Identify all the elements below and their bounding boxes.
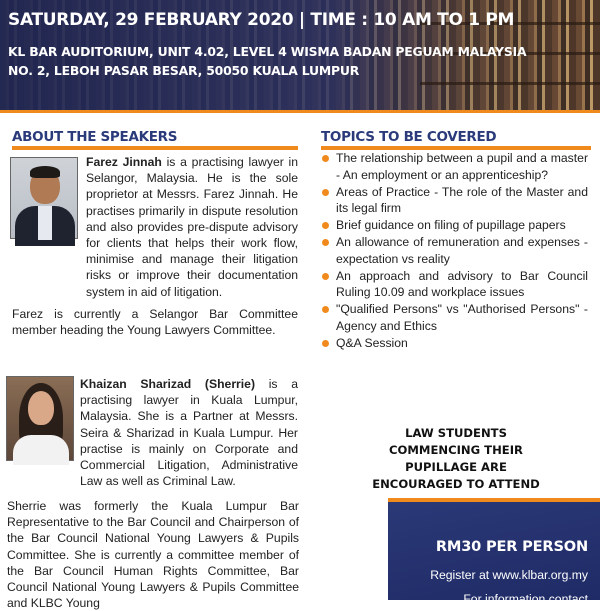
- law-students-callout: LAW STUDENTS COMMENCING THEIR PUPILLAGE ARE ENCOURAGED TO ATTEND: [372, 426, 540, 491]
- bullet-icon: [322, 273, 329, 280]
- event-date-time: SATURDAY, 29 FEBRUARY 2020 | TIME : 10 AM TO 1 PM: [8, 10, 515, 30]
- bullet-icon: [322, 155, 329, 162]
- speakers-heading: ABOUT THE SPEAKERS: [12, 129, 178, 145]
- farez-bio-top: [86, 154, 298, 300]
- topics-list: [320, 150, 588, 352]
- topic-item: Brief guidance on filing of pupillage papers: [320, 217, 588, 234]
- topic-item: Areas of Practice - The role of the Master and its legal firm: [320, 184, 588, 218]
- khaizan-bio: is a practising lawyer in Kuala Lumpur, Malaysia. She is a Partner at Messrs. Seira & Sharizad in Kuala Lumpur. Her practise is mainly on Corporate and Commercial Litigation, Administrative Law as well as Criminal Law.: [80, 377, 298, 489]
- contact-info: For information contact: [463, 592, 588, 606]
- bullet-icon: [322, 306, 329, 313]
- khaizan-bio-top: [80, 376, 298, 489]
- khaizan-background: Sherrie was formerly the Kuala Lumpur Bar Representative to the Bar Council and Chairperson of the Bar Council National Young Lawyers & Pupils Committee. She is currently a committee member of the Bar Council Human Rights Committee, Bar Council National Young Lawyers & Pupils Committee and KLBC Young: [7, 499, 299, 611]
- topic-item: "Qualified Persons" vs "Authorised Persons" - Agency and Ethics: [320, 301, 588, 335]
- topic-item: Q&A Session: [320, 335, 588, 352]
- topic-item: The relationship between a pupil and a master - An employment or an apprenticeship?: [320, 150, 588, 184]
- bullet-icon: [322, 189, 329, 196]
- khaizan-name: Khaizan Sharizad (Sherrie): [80, 377, 256, 391]
- farez-committee: Farez is currently a Selangor Bar Committee member heading the Young Lawyers Committee.: [12, 307, 298, 338]
- header-banner: [0, 0, 600, 110]
- bullet-icon: [322, 222, 329, 229]
- pricing-panel: [388, 498, 600, 606]
- topic-item: An approach and advisory to Bar Council Ruling 10.09 and workplace issues: [320, 268, 588, 302]
- register-link[interactable]: Register at www.klbar.org.my: [430, 568, 588, 582]
- price-label: RM30 PER PERSON: [435, 538, 588, 555]
- farez-bio: is a practising lawyer in Selangor, Malaysia. He is the sole proprietor at Messrs. Farez Jinnah. He practises primarily in dispute resolution and also provides pre-dispute advisory for clients that helps their work flow, minimise and manage their litigation risks or improve their documentation system in aid of litigation.: [86, 155, 299, 299]
- event-venue: [8, 42, 526, 80]
- bullet-icon: [322, 340, 329, 347]
- venue-line-2: NO. 2, LEBOH PASAR BESAR, 50050 KUALA LUMPUR: [8, 63, 360, 78]
- bookshelf-decoration: [420, 82, 600, 85]
- farez-name: Farez Jinnah: [86, 155, 162, 169]
- banner-divider: [0, 110, 600, 113]
- topic-item: An allowance of remuneration and expenses - expectation vs reality: [320, 234, 588, 268]
- topics-heading: TOPICS TO BE COVERED: [321, 129, 497, 145]
- venue-line-1: KL BAR AUDITORIUM, UNIT 4.02, LEVEL 4 WISMA BADAN PEGUAM MALAYSIA: [8, 44, 527, 59]
- farez-photo: [10, 157, 78, 239]
- khaizan-photo: [6, 376, 74, 461]
- speakers-heading-rule: [12, 146, 298, 150]
- bullet-icon: [322, 239, 329, 246]
- pricing-accent-stripe: [388, 498, 600, 502]
